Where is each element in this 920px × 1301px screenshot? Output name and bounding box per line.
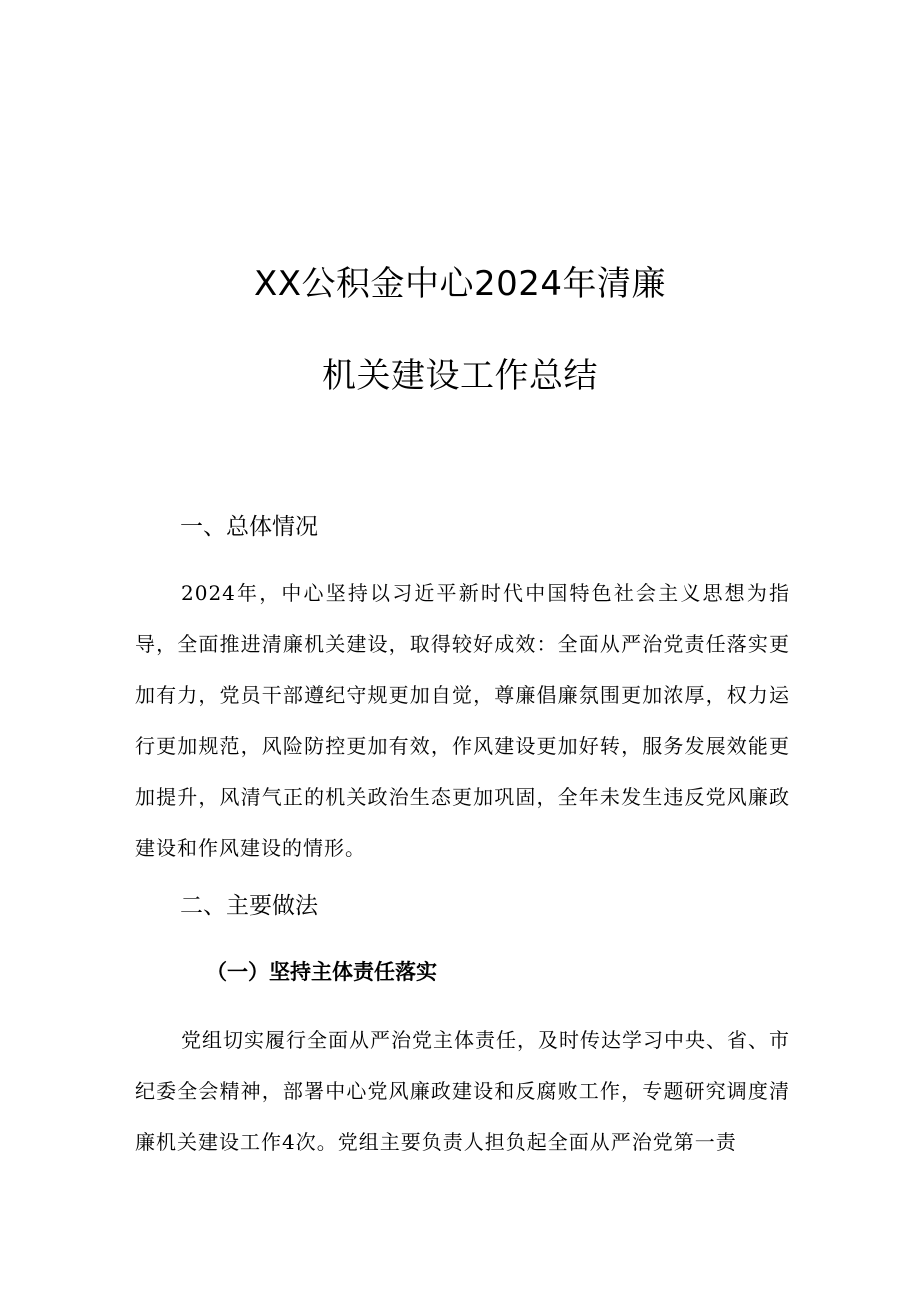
subsection-responsibility-paragraph: 党组切实履行全面从严治党主体责任，及时传达学习中央、省、市纪委全会精神，部署中心党风廉政建设和反腐败工作，专题研究调度清廉机关建设工作4次。党组主要负责人担负起全面从严治党第一责: [135, 1028, 790, 1154]
section-heading-overview: 一、总体情况: [180, 514, 318, 540]
document-title-line-1: XX公积金中心2024年清廉: [253, 264, 667, 304]
section-overview-paragraph: 2024年，中心坚持以习近平新时代中国特色社会主义思想为指导，全面推进清廉机关建设，取得较好成效：全面从严治党责任落实更加有力，党员干部遵纪守规更加自觉，尊廉倡廉氛围更加浓厚，权力运行更加规范，风险防控更加有效，作风建设更加好转，服务发展效能更加提升，风清气正的机关政治生态更加巩固，全年未发生违反党风廉政建设和作风建设的情形。: [135, 581, 790, 860]
document-title-line-2: 机关建设工作总结: [322, 356, 598, 396]
subsection-heading-responsibility: （一）坚持主体责任落实: [206, 959, 437, 984]
section-heading-main-practices: 二、主要做法: [180, 893, 318, 919]
